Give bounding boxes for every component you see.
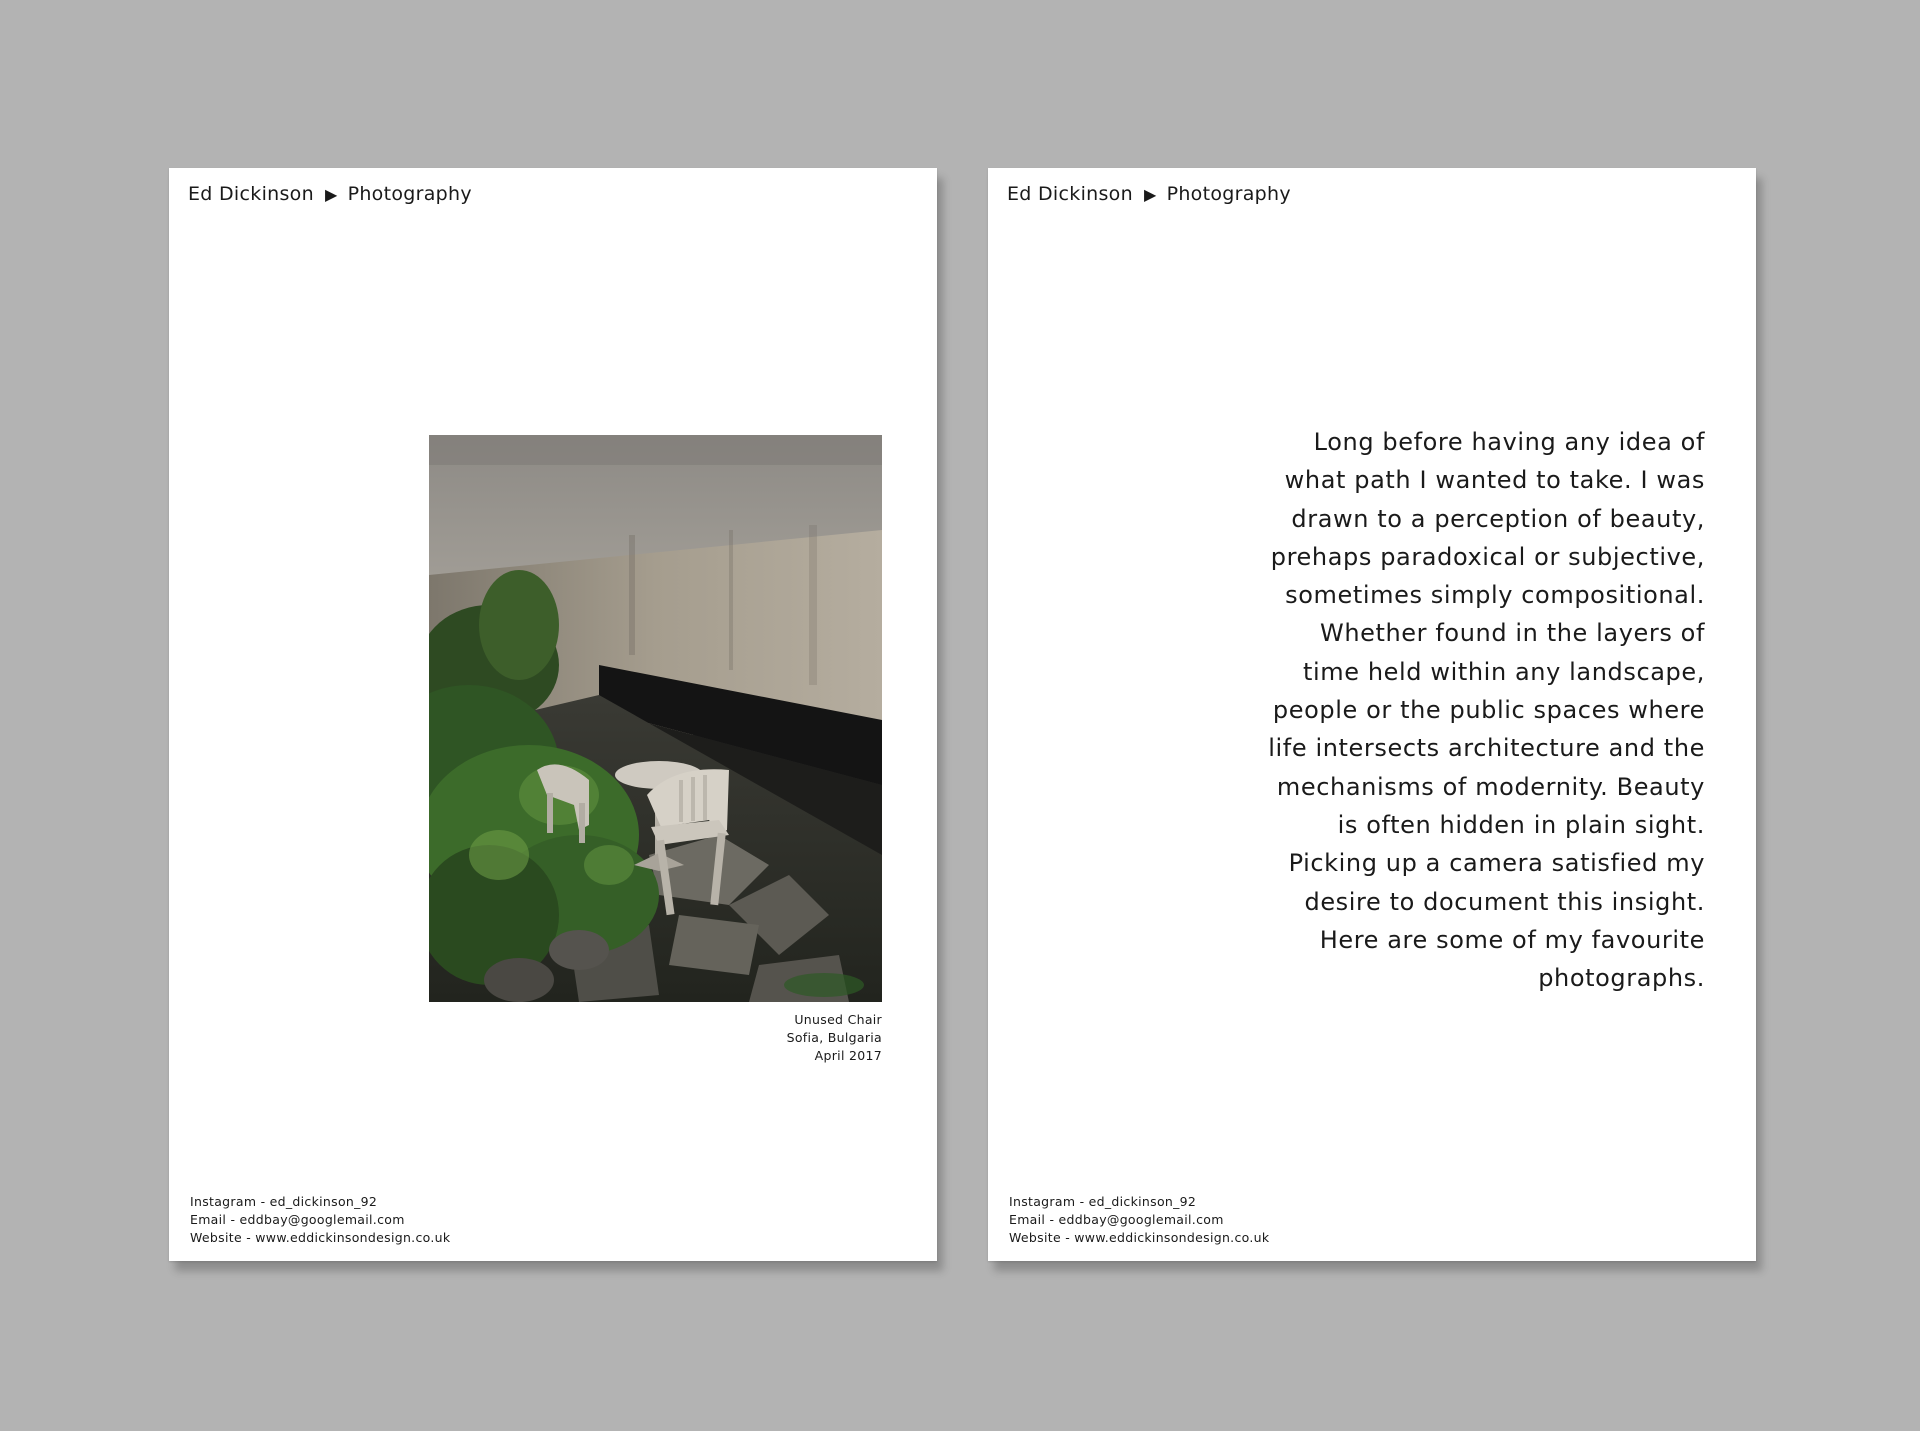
arrow-right-icon: ▶	[1143, 184, 1157, 204]
website-link: Website - www.eddickinsondesign.co.uk	[190, 1230, 451, 1245]
intro-line: Whether found in the layers of	[1319, 619, 1705, 648]
intro-line: Here are some of my favourite	[1319, 925, 1705, 954]
section-title: Photography	[1166, 183, 1291, 205]
caption-date: April 2017	[814, 1048, 882, 1063]
right-page	[988, 168, 1756, 1261]
photograph-unused-chair	[429, 435, 882, 1002]
author-name: Ed Dickinson	[188, 183, 314, 205]
intro-line: desire to document this insight.	[1304, 887, 1705, 916]
website-link: Website - www.eddickinsondesign.co.uk	[1009, 1230, 1270, 1245]
arrow-right-icon: ▶	[324, 184, 338, 204]
intro-line: people or the public spaces where	[1272, 696, 1705, 725]
caption-title: Unused Chair	[794, 1012, 882, 1027]
page-header	[1007, 183, 1291, 205]
intro-line: mechanisms of modernity. Beauty	[1276, 772, 1705, 801]
instagram-link: Instagram - ed_dickinson_92	[1009, 1194, 1197, 1209]
intro-line: Long before having any idea of	[1313, 428, 1705, 456]
intro-line: life intersects architecture and the	[1268, 734, 1705, 763]
intro-statement	[1185, 423, 1705, 997]
intro-line: prehaps paradoxical or subjective,	[1270, 542, 1705, 571]
instagram-link: Instagram - ed_dickinson_92	[190, 1194, 378, 1209]
author-name: Ed Dickinson	[1007, 183, 1133, 205]
intro-line: is often hidden in plain sight.	[1337, 810, 1705, 839]
caption-location: Sofia, Bulgaria	[786, 1030, 882, 1045]
intro-line: Picking up a camera satisfied my	[1288, 849, 1705, 878]
left-page	[169, 168, 937, 1261]
intro-line: drawn to a perception of beauty,	[1291, 504, 1705, 533]
intro-line: sometimes simply compositional.	[1285, 581, 1705, 610]
page-header	[188, 183, 472, 205]
intro-line: what path I wanted to take. I was	[1284, 466, 1705, 495]
contact-footer	[190, 1193, 450, 1247]
section-title: Photography	[347, 183, 472, 205]
email-link: Email - eddbay@googlemail.com	[1009, 1212, 1224, 1227]
photo-caption	[787, 1011, 882, 1065]
contact-footer	[1009, 1193, 1269, 1247]
intro-line: photographs.	[1538, 964, 1705, 993]
intro-line: time held within any landscape,	[1303, 657, 1705, 686]
email-link: Email - eddbay@googlemail.com	[190, 1212, 405, 1227]
